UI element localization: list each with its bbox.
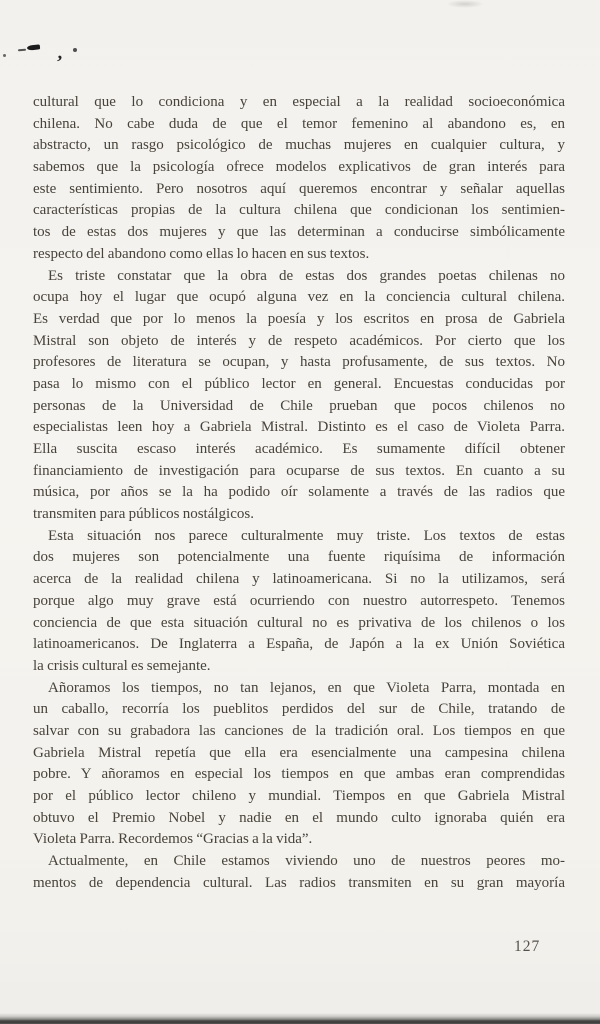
text-line: música, por años se la ha podido oír solamente a través de las radios que xyxy=(33,484,565,501)
ink-mark-comma: , xyxy=(56,42,65,64)
text-line: la crisis cultural es semejante. xyxy=(33,657,211,674)
text-line: Gabriela Mistral repetía que ella era esencialmente una campesina chilena xyxy=(33,744,565,761)
ink-mark-stroke xyxy=(27,44,40,50)
text-line: profesores de literatura se ocupan, y hasta profusamente, de sus textos. No xyxy=(33,354,565,371)
paragraph xyxy=(33,678,565,852)
text-line: salvar con su grabadora las canciones de la tradición oral. Los tiempos en que xyxy=(33,722,565,739)
text-line: ocupa hoy el lugar que ocupó alguna vez en la conciencia cultural chilena. xyxy=(33,289,565,306)
text-line: mentos de dependencia cultural. Las radios transmiten en su gran mayoría xyxy=(33,874,565,891)
scan-edge xyxy=(0,1013,600,1024)
paragraph xyxy=(33,851,565,894)
text-line: abstracto, un rasgo psicológico de muchas mujeres en cualquier cultura, y xyxy=(33,137,565,154)
text-line: Mistral son objeto de interés y de respeto académicos. Por cierto que los xyxy=(33,332,565,349)
text-line: tos de estas dos mujeres y que las determinan a conducirse simbólicamente xyxy=(33,224,565,241)
text-line: dos mujeres son potencialmente una fuente riquísima de información xyxy=(33,549,565,566)
text-line: porque algo muy grave está ocurriendo con nuestro autorrespeto. Tenemos xyxy=(33,592,565,609)
text-line: cultural que lo condiciona y en especial a la realidad socioeconómica xyxy=(33,94,565,110)
text-line: por el público lector chileno y mundial. Tiempos en que Gabriela Mistral xyxy=(33,788,565,804)
text-line: este sentimiento. Pero nosotros aquí queremos encontrar y señalar aquellas xyxy=(33,180,565,197)
text-line: Esta situación nos parece culturalmente muy triste. Los textos de estas xyxy=(48,527,565,544)
paragraph xyxy=(33,92,565,266)
text-line: Es triste constatar que la obra de estas dos grandes poetas chilenas no xyxy=(48,267,565,284)
text-line: Actualmente, en Chile estamos viviendo uno de nuestros peores mo- xyxy=(48,853,565,870)
text-line: obtuvo el Premio Nobel y nadie en el mundo culto ignoraba quién era xyxy=(33,809,565,826)
text-line: especialistas leen hoy a Gabriela Mistral. Distinto es el caso de Violeta Parra. xyxy=(33,419,565,436)
text-line: pasa lo mismo con el público lector en general. Encuestas conducidas por xyxy=(33,375,565,392)
body-text xyxy=(33,92,565,894)
text-line: Violeta Parra. Recordemos “Gracias a la vida”. xyxy=(33,831,313,848)
text-line: sabemos que la psicología ofrece modelos explicativos de gran interés para xyxy=(33,159,565,176)
text-line: características propias de la cultura chilena que condicionan los sentimien- xyxy=(33,202,565,219)
paragraph xyxy=(33,526,565,678)
text-line: conciencia de que esta situación cultural no es privativa de los chilenos o los xyxy=(33,614,565,631)
text-line: latinoamericanos. De Inglaterra a España, de Japón a la ex Unión Soviética xyxy=(33,636,565,653)
ink-mark-dot xyxy=(73,48,77,52)
text-line: pobre. Y añoramos en especial los tiempos en que ambas eran comprendidas xyxy=(33,766,565,783)
ink-mark-dash xyxy=(18,49,26,52)
text-line: acerca de la realidad chilena y latinoamericana. Si no la utilizamos, será xyxy=(33,571,565,588)
text-line: respecto del abandono como ellas lo hacen en sus textos. xyxy=(33,245,370,262)
text-line: transmiten para públicos nostálgicos. xyxy=(33,506,254,523)
ink-mark-dot xyxy=(3,54,6,57)
scan-smudge xyxy=(446,0,484,8)
text-line: Es verdad que por lo menos la poesía y los escritos en prosa de Gabriela xyxy=(33,310,565,327)
text-line: financiamiento de investigación para ocuparse de sus textos. En cuanto a su xyxy=(33,462,565,479)
text-line: personas de la Universidad de Chile prueban que pocos chilenos no xyxy=(33,397,565,414)
text-line: Añoramos los tiempos, no tan lejanos, en que Violeta Parra, montada en xyxy=(48,679,565,696)
text-line: un caballo, recorría los pueblitos perdidos del sur de Chile, tratando de xyxy=(33,701,565,718)
text-line: Ella suscita escaso interés académico. Es sumamente difícil obtener xyxy=(33,441,565,457)
text-line: chilena. No cabe duda de que el temor femenino al abandono es, en xyxy=(33,115,565,132)
page-number: 127 xyxy=(514,938,541,955)
paragraph xyxy=(33,266,565,526)
